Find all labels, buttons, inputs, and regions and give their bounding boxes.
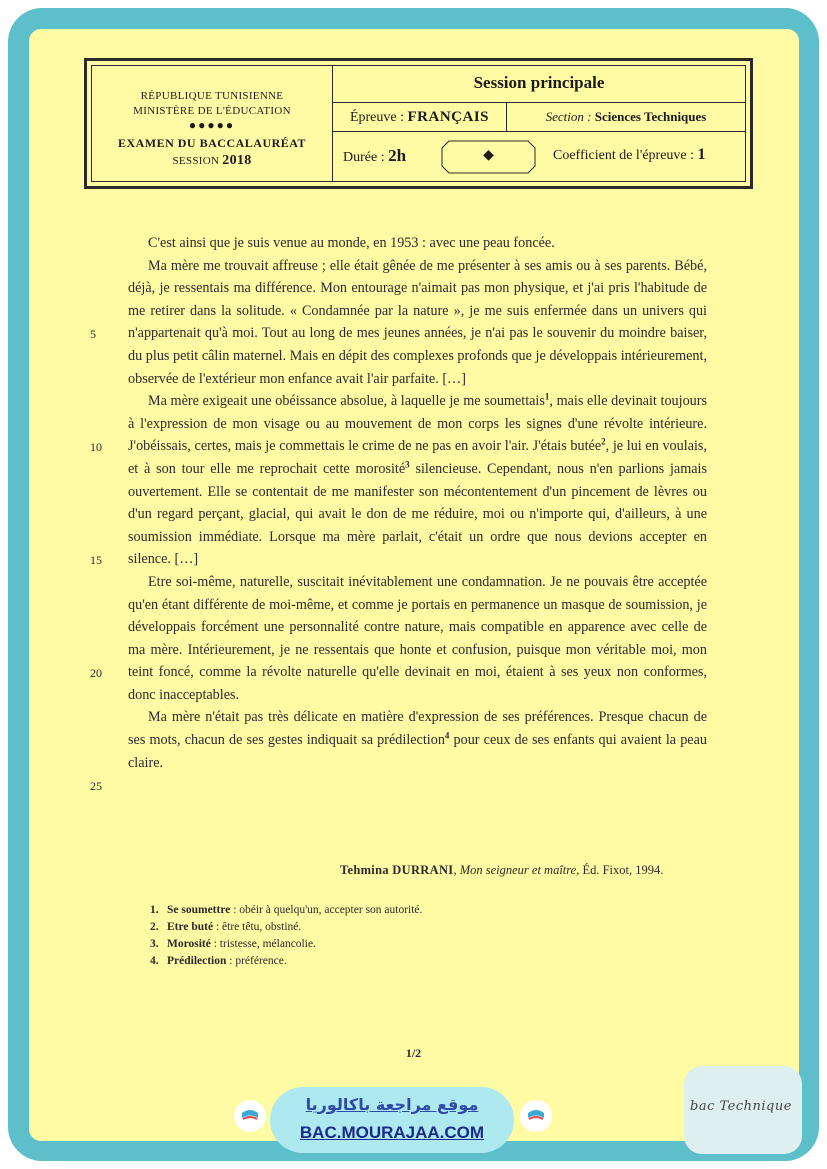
footnote-item bbox=[150, 936, 422, 953]
line-number: 15 bbox=[90, 553, 102, 567]
footnote-term: Etre buté bbox=[167, 921, 214, 933]
footnote-definition: : préférence. bbox=[226, 955, 287, 967]
coefficient-cell bbox=[553, 146, 706, 164]
site-badge-icon bbox=[234, 1100, 266, 1132]
site-name-arabic[interactable]: موقع مراجعة باكالوريا bbox=[305, 1095, 479, 1114]
source-title: Mon seigneur et maître, bbox=[459, 863, 580, 877]
paragraph-3 bbox=[128, 390, 707, 571]
footnote-item bbox=[150, 953, 422, 970]
session-year: 2018 bbox=[222, 153, 252, 168]
footnote-item bbox=[150, 919, 422, 936]
footnote-number: 3. bbox=[150, 938, 159, 950]
exam-title: EXAMEN DU BACCALAURÉAT bbox=[117, 136, 307, 150]
paragraph-3-part: silencieuse. Cependant, nous n'en parlions jamais ouvertement. Elle se contentait de me manifester son mécontentement d'un pincement de lèvres ou d'un regard perçant, glacial, qui avait le don de me réduire, moi ou n'importe qui, d'ailleurs, à une soumission immédiate. Lorsque ma mère parlait, c'était un ordre que nous devions accepter en silence. […] bbox=[128, 460, 708, 568]
duration-row bbox=[333, 132, 745, 181]
footnote-ref-4: 4 bbox=[444, 730, 450, 741]
duree-label: Durée : bbox=[343, 150, 385, 165]
header-institution bbox=[92, 66, 333, 181]
epreuve-label: Épreuve : bbox=[349, 110, 404, 125]
site-banner[interactable] bbox=[270, 1087, 514, 1153]
source-citation: Tehmina DURRANI, Mon seigneur et maître, Éd. Fixot, 1994. bbox=[340, 863, 664, 877]
site-url-link[interactable]: BAC.MOURAJAA.COM bbox=[299, 1123, 485, 1142]
diamond-frame bbox=[441, 140, 536, 174]
footnote-ref-2: 2 bbox=[601, 436, 606, 447]
exam-header bbox=[84, 58, 753, 189]
page-number: 1/2 bbox=[405, 1046, 422, 1060]
logo-text: bac Technique bbox=[690, 1099, 792, 1114]
paragraph-3-part: , je lui en voulais, et à son tour elle me reprochait cette morosité bbox=[128, 438, 707, 477]
paragraph-5-part: pour ceux de ses enfants qui avaient la peau claire. bbox=[128, 732, 707, 771]
footnote-number: 4. bbox=[150, 955, 159, 967]
footnote-term: Se soumettre bbox=[167, 904, 231, 916]
epreuve-value: FRANÇAIS bbox=[407, 109, 490, 125]
epreuve-cell bbox=[333, 103, 507, 131]
passage bbox=[128, 232, 707, 774]
footnote-definition: : obéir à quelqu'un, accepter son autorité. bbox=[230, 904, 423, 916]
footnote-ref-3: 3 bbox=[405, 459, 410, 470]
section-cell bbox=[507, 103, 745, 131]
paragraph-5-part: Ma mère n'était pas très délicate en matière d'expression de ses préférences. Presque chacun de ses mots, chacun de ses gestes indiquait sa prédilection bbox=[128, 709, 707, 749]
source-author: Tehmina DURRANI bbox=[340, 863, 454, 877]
paragraph-3-part: , mais elle devinait toujours à l'expression de mon visage ou au mouvement de mon corps les signes d'une révolte intérieure. J'obéissais, certes, mais je commettais le crime de ne pas en avoir l'air. J'étais butée bbox=[128, 393, 708, 455]
dots-separator: ●●●●● bbox=[188, 118, 236, 132]
line-number: 10 bbox=[90, 440, 102, 454]
paragraph-1: C'est ainsi que je suis venue au monde, en 1953 : avec une peau foncée. bbox=[148, 235, 555, 251]
footnote-definition: : tristesse, mélancolie. bbox=[210, 938, 316, 950]
paragraph-3-part: Ma mère exigeait une obéissance absolue, à laquelle je me soumettais bbox=[148, 393, 545, 410]
footnote-definition: : être têtu, obstiné. bbox=[213, 921, 302, 933]
session-label: SESSION bbox=[172, 155, 220, 167]
source-edition: Éd. Fixot, 1994. bbox=[582, 863, 664, 877]
session-type: Session principale bbox=[333, 66, 745, 103]
country-label: RÉPUBLIQUE TUNISIENNE bbox=[140, 90, 284, 102]
header-details bbox=[333, 66, 745, 181]
line-number: 25 bbox=[90, 779, 102, 793]
footnote-number: 2. bbox=[150, 921, 159, 933]
site-badge-icon bbox=[520, 1100, 552, 1132]
footnote-term: Prédilection bbox=[167, 955, 227, 967]
diamond-icon: ◆ bbox=[483, 148, 494, 163]
footnote-number: 1. bbox=[150, 904, 159, 916]
line-number: 20 bbox=[90, 666, 102, 680]
section-label: Section : bbox=[545, 109, 592, 124]
coef-label: Coefficient de l'épreuve : bbox=[553, 148, 695, 163]
session-line bbox=[92, 153, 332, 169]
bac-technique-logo bbox=[684, 1066, 802, 1154]
paragraph-4: Etre soi-même, naturelle, suscitait inévitablement une condamnation. Je ne pouvais être acceptée qu'en étant différente de moi-même, et comme je portais en permanence un masque de soumission, je développais forcément une personnalité contre nature, mais compatible en apparence avec celle de ma mère. Intérieurement, je ne ressentais que honte et confusion, puisque mon véritable moi, mon teint foncé, comme la révolte naturelle qu'elle devinait en moi, étaient à ses yeux non conformes, donc inacceptables. bbox=[128, 573, 707, 703]
duree-value: 2h bbox=[388, 146, 407, 165]
coef-value: 1 bbox=[697, 146, 706, 163]
subject-row bbox=[333, 103, 745, 132]
paragraph-2: Ma mère me trouvait affreuse ; elle était gênée de me présenter à ses amis ou à ses parents. Bébé, déjà, je ressentais ma différence. Mon entourage n'aimait pas mon physique, et j'ai pris l'habitude de me retirer dans la solitude. « Condamnée par la nature », je me suis enfermée dans un univers qui n'appartenait qu'à moi. Tout au long de mes jeunes années, je n'ai pas le souvenir du moindre baiser, du plus petit câlin maternel. Mais en dépit des complexes profonds que je développais intérieurement, observée de l'extérieur mon enfance avait l'air parfaite. […] bbox=[128, 257, 707, 387]
footnote-term: Morosité bbox=[167, 938, 211, 950]
footnotes bbox=[150, 902, 422, 970]
footnote-item bbox=[150, 902, 422, 919]
footnote-ref-1: 1 bbox=[544, 391, 550, 402]
ministry-label: MINISTÈRE DE L'ÉDUCATION bbox=[133, 105, 291, 117]
line-number: 5 bbox=[90, 327, 96, 341]
section-value: Sciences Techniques bbox=[594, 109, 707, 124]
paragraph-5 bbox=[128, 706, 707, 774]
duree-cell bbox=[343, 146, 406, 166]
